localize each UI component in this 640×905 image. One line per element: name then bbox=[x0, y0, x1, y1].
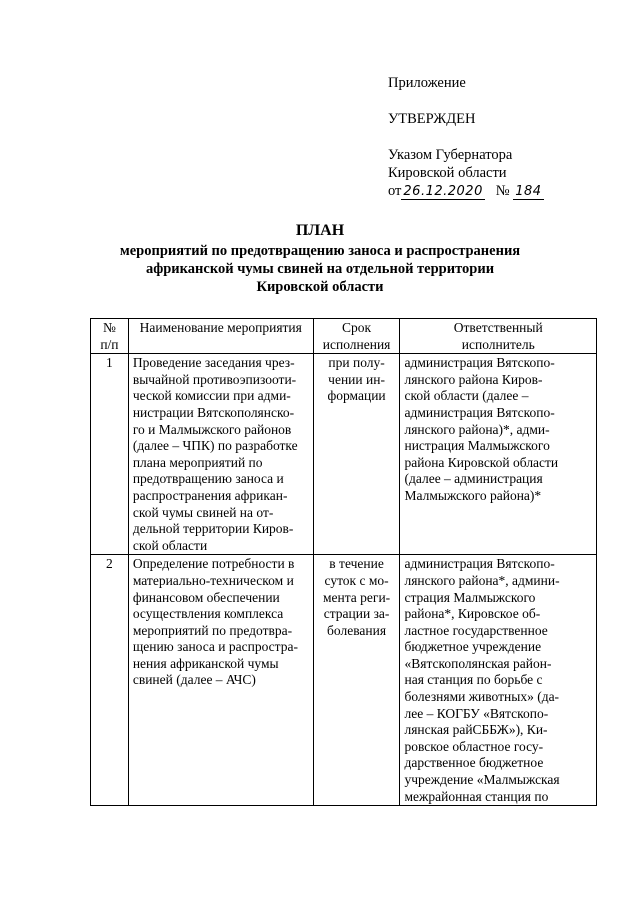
deadline-line: в течение bbox=[329, 556, 384, 572]
row-number-cell bbox=[91, 555, 129, 806]
header-name: Наименование мероприятия bbox=[128, 319, 313, 354]
executor-line: болезнями животных» (да- bbox=[404, 689, 560, 705]
handwritten-number: 184 bbox=[515, 184, 542, 199]
appendix-label: Приложение bbox=[388, 75, 466, 91]
activity-name-line: свиней (далее – АЧС) bbox=[132, 672, 256, 688]
plan-subtitle-line-1: мероприятий по предотвращению заноса и распространения bbox=[119, 243, 521, 259]
executor-line: бюджетное учреждение bbox=[404, 639, 542, 655]
executor-line: администрация Вятскопо- bbox=[404, 355, 555, 371]
activity-name-line: материально-техническом и bbox=[132, 572, 294, 588]
table-row bbox=[91, 555, 597, 806]
deadline-line: чении ин- bbox=[328, 371, 385, 387]
activity-name-line: распространения африкан- bbox=[132, 487, 288, 503]
plan-table bbox=[90, 318, 597, 806]
activity-name-line: ческой комиссии при адми- bbox=[132, 388, 291, 404]
number-prefix: № bbox=[495, 183, 510, 199]
deadline-cell bbox=[313, 555, 400, 806]
activity-name-line: щению заноса и распростра- bbox=[132, 639, 298, 655]
executor-line: лянского района)*, адми- bbox=[404, 421, 550, 437]
row-number-cell bbox=[91, 354, 129, 555]
activity-name-cell bbox=[128, 354, 313, 555]
activity-name-line: предотвращению заноса и bbox=[132, 471, 284, 487]
deadline-line: болевания bbox=[327, 622, 387, 638]
activity-name-cell bbox=[128, 555, 313, 806]
executor-line: страция Малмыжского bbox=[404, 589, 536, 605]
approved-label: УТВЕРЖДЕН bbox=[388, 111, 476, 127]
executor-line: лянского района Киров- bbox=[404, 371, 543, 387]
executor-line: администрация Вятскопо- bbox=[404, 404, 555, 420]
executor-line: ластное государственное bbox=[404, 622, 548, 638]
executor-line: администрация Вятскопо- bbox=[404, 556, 555, 572]
executor-line: дарственное бюджетное bbox=[404, 755, 544, 771]
row-number: 2 bbox=[106, 556, 113, 572]
executor-line: района*, Кировское об- bbox=[404, 606, 541, 622]
activity-name-line: осуществления комплекса bbox=[132, 606, 284, 622]
activity-name-line: (далее – ЧПК) по разработке bbox=[132, 438, 298, 454]
executor-line: лянского района*, админи- bbox=[404, 572, 560, 588]
activity-name-line: вычайной противоэпизооти- bbox=[132, 371, 297, 387]
plan-subtitle-line-2: африканской чумы свиней на отдельной территории bbox=[145, 261, 495, 277]
executor-line: лее – КОГБУ «Вятскопо- bbox=[404, 705, 549, 721]
executor-line: ровское областное госу- bbox=[404, 738, 544, 754]
approval-block bbox=[388, 74, 618, 200]
activity-name-line: Определение потребности в bbox=[132, 556, 295, 572]
decree-line-2: Кировской области bbox=[388, 165, 507, 181]
header-term: Срок исполнения bbox=[313, 319, 400, 354]
deadline-line: страции за- bbox=[323, 606, 390, 622]
executor-line: (далее – администрация bbox=[404, 471, 543, 487]
executor-line: нистрация Малмыжского bbox=[404, 438, 550, 454]
plan-title: ПЛАН bbox=[295, 222, 345, 239]
deadline-line: суток с мо- bbox=[324, 572, 389, 588]
table-header-row bbox=[91, 319, 597, 354]
activity-name-line: го и Малмыжского районов bbox=[132, 421, 292, 437]
activity-name-line: Проведение заседания чрез- bbox=[132, 355, 295, 371]
table-row bbox=[91, 354, 597, 555]
date-number-row bbox=[388, 182, 618, 200]
plan-subtitle-line-3: Кировской области bbox=[256, 279, 384, 295]
executor-cell bbox=[400, 354, 597, 555]
deadline-line: формации bbox=[327, 388, 386, 404]
deadline-line: мента реги- bbox=[322, 589, 391, 605]
deadline-line: при полу- bbox=[328, 355, 385, 371]
header-executor: Ответственный исполнитель bbox=[400, 319, 597, 354]
plan-title-block bbox=[80, 222, 560, 296]
header-num: № п/п bbox=[91, 319, 129, 354]
executor-line: межрайонная станция по bbox=[404, 788, 549, 804]
handwritten-date: 26.12.2020 bbox=[403, 184, 483, 199]
activity-name-line: нистрации Вятскополянско- bbox=[132, 404, 295, 420]
deadline-cell bbox=[313, 354, 400, 555]
activity-name-line: ской чумы свиней на от- bbox=[132, 504, 274, 520]
activity-name-line: дельной территории Киров- bbox=[132, 521, 294, 537]
executor-line: учреждение «Малмыжская bbox=[404, 772, 560, 788]
executor-line: Малмыжского района)* bbox=[404, 487, 542, 503]
activity-name-line: финансовом обеспечении bbox=[132, 589, 280, 605]
row-number: 1 bbox=[106, 355, 113, 371]
decree-line-1: Указом Губернатора bbox=[388, 147, 513, 163]
executor-line: «Вятскополянская район- bbox=[404, 655, 552, 671]
executor-line: ная станция по борьбе с bbox=[404, 672, 543, 688]
executor-line: ской области (далее – bbox=[404, 388, 529, 404]
activity-name-line: ской области bbox=[132, 537, 208, 553]
activity-name-line: нения африканской чумы bbox=[132, 655, 279, 671]
date-prefix: от bbox=[388, 183, 402, 199]
executor-line: района Кировской области bbox=[404, 454, 559, 470]
executor-cell bbox=[400, 555, 597, 806]
activity-name-line: плана мероприятий по bbox=[132, 454, 263, 470]
activity-name-line: мероприятий по предотвра- bbox=[132, 622, 293, 638]
executor-line: лянская райСББЖ»), Ки- bbox=[404, 722, 548, 738]
